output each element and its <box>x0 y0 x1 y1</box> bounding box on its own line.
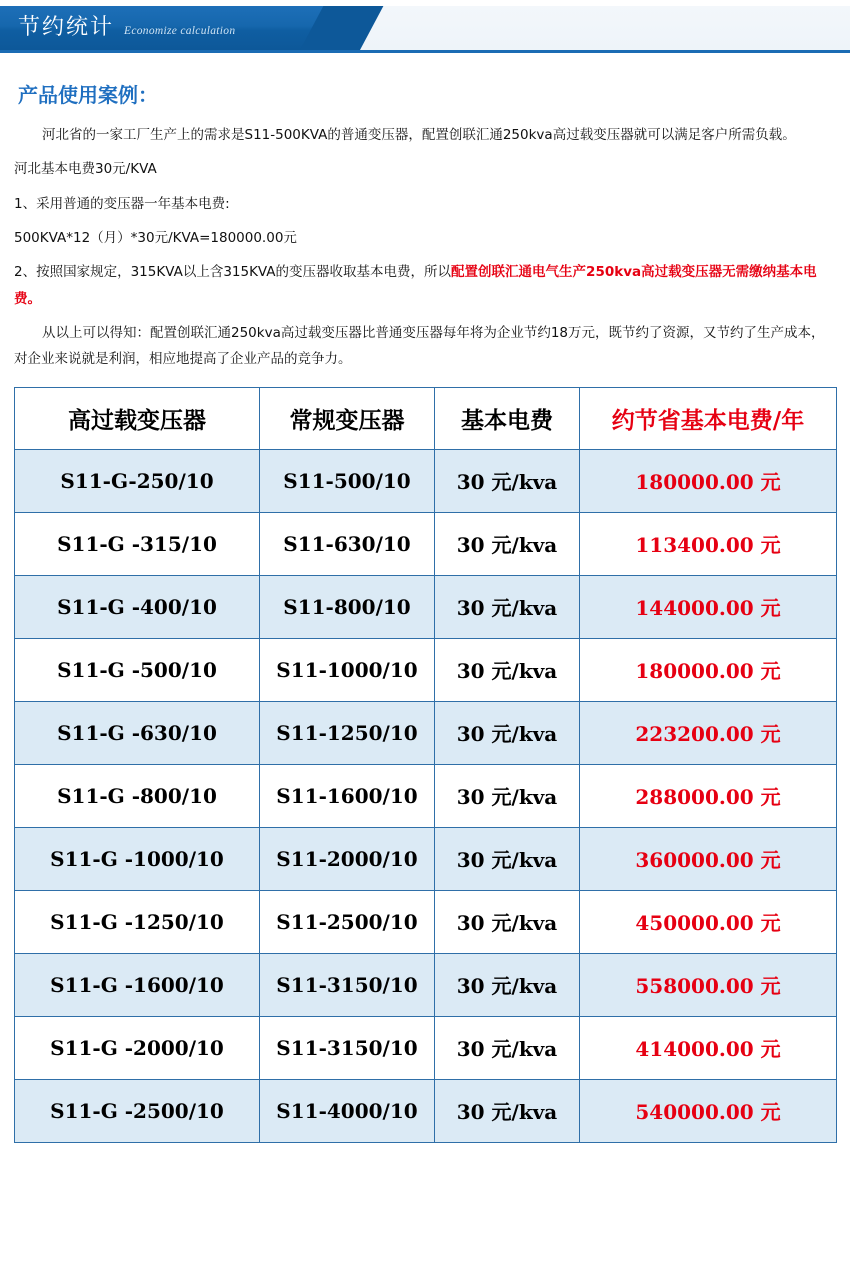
cell-high-overload: S11-G -1600/10 <box>15 953 260 1016</box>
cell-standard: S11-500/10 <box>260 449 435 512</box>
table-header-standard: 常规变压器 <box>260 387 435 449</box>
page-header <box>0 0 850 57</box>
table-row <box>15 701 837 764</box>
cell-annual-savings: 223200.00 元 <box>580 701 837 764</box>
cell-standard: S11-1250/10 <box>260 701 435 764</box>
paragraph-item-2-highlight: 配置创联汇通电气生产250kva高过载变压器无需缴纳基本电费。 <box>14 264 817 307</box>
savings-table-head <box>15 387 837 449</box>
cell-standard: S11-4000/10 <box>260 1079 435 1142</box>
document-content <box>0 79 850 1143</box>
table-row <box>15 575 837 638</box>
cell-base-fee: 30 元/kva <box>435 1016 580 1079</box>
cell-high-overload: S11-G -315/10 <box>15 512 260 575</box>
paragraph-case-intro: 河北省的一家工厂生产上的需求是S11-500KVA的普通变压器，配置创联汇通250kva高过载变压器就可以满足客户所需负载。 <box>42 127 796 143</box>
cell-base-fee: 30 元/kva <box>435 953 580 1016</box>
table-row <box>15 512 837 575</box>
savings-table <box>14 387 837 1143</box>
paragraph-base-rate: 河北基本电费30元/KVA <box>14 161 157 178</box>
paragraph-item-2-text: 2、按照国家规定，315KVA以上含315KVA的变压器收取基本电费，所以 <box>14 264 452 281</box>
table-header-row <box>15 387 837 449</box>
cell-high-overload: S11-G -500/10 <box>15 638 260 701</box>
table-row <box>15 1079 837 1142</box>
paragraph-item-2 <box>14 259 836 312</box>
cell-high-overload: S11-G -1250/10 <box>15 890 260 953</box>
header-underline <box>0 50 850 53</box>
cell-annual-savings: 180000.00 元 <box>580 638 837 701</box>
cell-standard: S11-2500/10 <box>260 890 435 953</box>
cell-base-fee: 30 元/kva <box>435 890 580 953</box>
cell-annual-savings: 450000.00 元 <box>580 890 837 953</box>
cell-standard: S11-800/10 <box>260 575 435 638</box>
header-title-en: Economize calculation <box>124 25 236 37</box>
cell-standard: S11-1600/10 <box>260 764 435 827</box>
cell-standard: S11-3150/10 <box>260 953 435 1016</box>
cell-annual-savings: 414000.00 元 <box>580 1016 837 1079</box>
cell-base-fee: 30 元/kva <box>435 701 580 764</box>
cell-base-fee: 30 元/kva <box>435 638 580 701</box>
cell-annual-savings: 180000.00 元 <box>580 449 837 512</box>
paragraph-item-1: 1、采用普通的变压器一年基本电费: <box>14 195 230 212</box>
cell-annual-savings: 558000.00 元 <box>580 953 837 1016</box>
cell-base-fee: 30 元/kva <box>435 449 580 512</box>
table-header-high-overload: 高过载变压器 <box>15 387 260 449</box>
table-header-base-fee: 基本电费 <box>435 387 580 449</box>
section-title: 产品使用案例： <box>18 83 158 107</box>
cell-high-overload: S11-G -630/10 <box>15 701 260 764</box>
paragraph-formula: 500KVA*12（月）*30元/KVA=180000.00元 <box>14 229 297 246</box>
cell-high-overload: S11-G-250/10 <box>15 449 260 512</box>
cell-standard: S11-1000/10 <box>260 638 435 701</box>
table-row <box>15 638 837 701</box>
paragraph-conclusion: 从以上可以得知：配置创联汇通250kva高过载变压器比普通变压器每年将为企业节约18万元，既节约了资源，又节约了生产成本，对企业来说就是利润，相应地提高了企业产品的竞争力。 <box>14 324 825 368</box>
cell-standard: S11-630/10 <box>260 512 435 575</box>
header-title-cn: 节约统计 <box>18 15 115 40</box>
table-row <box>15 764 837 827</box>
table-row <box>15 953 837 1016</box>
table-row <box>15 449 837 512</box>
savings-table-body <box>15 449 837 1142</box>
cell-high-overload: S11-G -400/10 <box>15 575 260 638</box>
cell-annual-savings: 360000.00 元 <box>580 827 837 890</box>
cell-annual-savings: 144000.00 元 <box>580 575 837 638</box>
cell-high-overload: S11-G -800/10 <box>15 764 260 827</box>
cell-annual-savings: 288000.00 元 <box>580 764 837 827</box>
cell-annual-savings: 113400.00 元 <box>580 512 837 575</box>
cell-base-fee: 30 元/kva <box>435 1079 580 1142</box>
cell-base-fee: 30 元/kva <box>435 764 580 827</box>
cell-high-overload: S11-G -2000/10 <box>15 1016 260 1079</box>
table-header-annual-savings: 约节省基本电费/年 <box>580 387 837 449</box>
cell-annual-savings: 540000.00 元 <box>580 1079 837 1142</box>
header-title-group <box>18 10 235 41</box>
cell-high-overload: S11-G -2500/10 <box>15 1079 260 1142</box>
cell-base-fee: 30 元/kva <box>435 827 580 890</box>
cell-base-fee: 30 元/kva <box>435 512 580 575</box>
cell-standard: S11-3150/10 <box>260 1016 435 1079</box>
cell-high-overload: S11-G -1000/10 <box>15 827 260 890</box>
cell-standard: S11-2000/10 <box>260 827 435 890</box>
cell-base-fee: 30 元/kva <box>435 575 580 638</box>
table-row <box>15 890 837 953</box>
table-row <box>15 827 837 890</box>
table-row <box>15 1016 837 1079</box>
